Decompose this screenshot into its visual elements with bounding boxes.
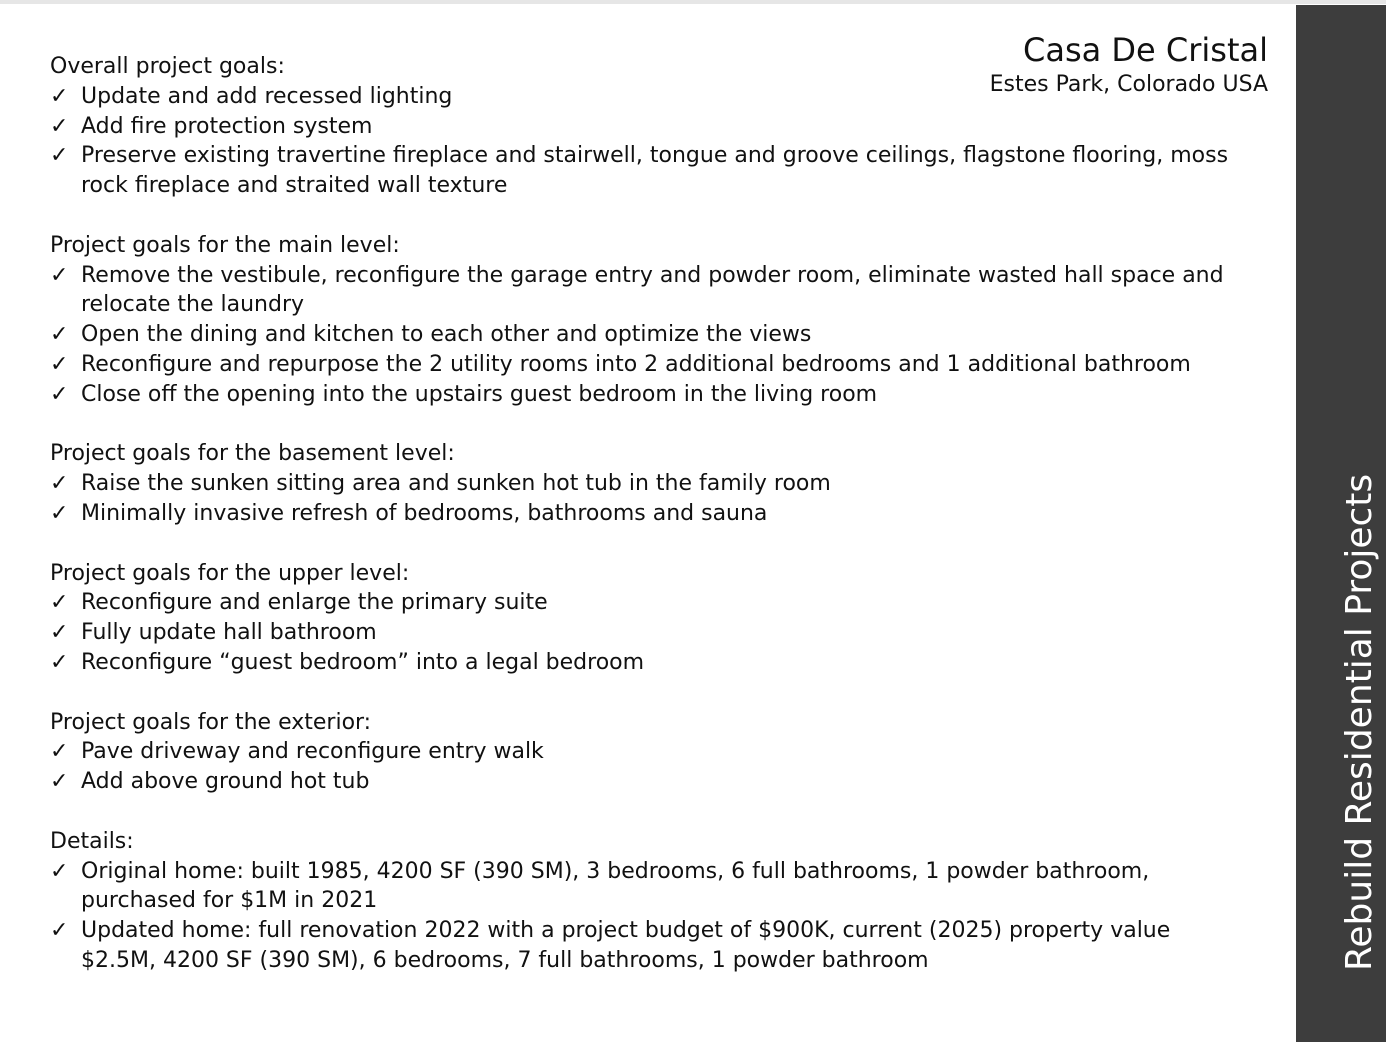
list-item	[50, 380, 1250, 410]
list-item-text: Add above ground hot tub	[81, 769, 370, 795]
list-item-text: Reconfigure “guest bedroom” into a legal bedroom	[81, 649, 645, 675]
list-item	[50, 648, 1250, 678]
section-main-level	[50, 231, 1250, 410]
goal-list	[50, 261, 1250, 410]
checkmark-icon: ✓	[50, 739, 69, 765]
section-title: Project goals for the exterior:	[50, 709, 372, 735]
section-overall-goals	[50, 52, 1250, 201]
checkmark-icon: ✓	[50, 620, 69, 646]
section-exterior	[50, 708, 1250, 797]
section-title: Project goals for the main level:	[50, 232, 400, 258]
checkmark-icon: ✓	[50, 918, 69, 944]
goal-list	[50, 737, 1250, 797]
list-item-text: Close off the opening into the upstairs guest bedroom in the living room	[81, 381, 878, 407]
checkmark-icon: ✓	[50, 322, 69, 348]
project-location: Estes Park, Colorado USA	[989, 72, 1268, 97]
checkmark-icon: ✓	[50, 858, 69, 884]
section-title: Details:	[50, 828, 134, 854]
checkmark-icon: ✓	[50, 381, 69, 407]
list-item	[50, 261, 1250, 321]
goal-list	[50, 469, 1250, 529]
list-item	[50, 767, 1250, 797]
checkmark-icon: ✓	[50, 143, 69, 169]
list-item	[50, 112, 1250, 142]
checkmark-icon: ✓	[50, 590, 69, 616]
list-item	[50, 499, 1250, 529]
section-basement-level	[50, 439, 1250, 528]
goal-list	[50, 857, 1250, 976]
list-item-text: Updated home: full renovation 2022 with a project budget of $900K, current (2025) property value $2.5M, 4200 SF (390 SM), 6 bedrooms, 7 full bathrooms, 1 powder bathroom	[81, 918, 1171, 973]
list-item	[50, 618, 1250, 648]
list-item	[50, 588, 1250, 618]
list-item	[50, 82, 1250, 112]
list-item	[50, 737, 1250, 767]
list-item-text: Preserve existing travertine fireplace and stairwell, tongue and groove ceilings, flagstone flooring, moss rock fireplace and straited wall texture	[81, 143, 1229, 199]
checkmark-icon: ✓	[50, 500, 69, 526]
checkmark-icon: ✓	[50, 471, 69, 497]
list-item-text: Add fire protection system	[81, 113, 373, 139]
section-upper-level	[50, 559, 1250, 678]
list-item	[50, 469, 1250, 499]
checkmark-icon: ✓	[50, 262, 69, 288]
checkmark-icon: ✓	[50, 769, 69, 795]
list-item-text: Fully update hall bathroom	[81, 620, 377, 646]
list-item-text: Open the dining and kitchen to each other and optimize the views	[81, 322, 812, 348]
goal-list	[50, 588, 1250, 677]
goal-list	[50, 82, 1250, 201]
list-item-text: Remove the vestibule, reconfigure the garage entry and powder room, eliminate wasted hall space and relocate the laundry	[81, 262, 1224, 318]
top-divider	[0, 0, 1386, 4]
list-item-text: Pave driveway and reconfigure entry walk	[81, 739, 544, 765]
section-title: Project goals for the upper level:	[50, 560, 410, 586]
list-item	[50, 141, 1250, 201]
checkmark-icon: ✓	[50, 351, 69, 377]
checkmark-icon: ✓	[50, 83, 69, 109]
side-banner-text: Rebuild Residential Projects	[1339, 473, 1380, 971]
list-item	[50, 857, 1250, 917]
list-item-text: Raise the sunken sitting area and sunken hot tub in the family room	[81, 471, 831, 497]
list-item	[50, 350, 1250, 380]
list-item-text: Minimally invasive refresh of bedrooms, bathrooms and sauna	[81, 500, 768, 526]
list-item-text: Original home: built 1985, 4200 SF (390 SM), 3 bedrooms, 6 full bathrooms, 1 powder bathroom, purchased for $1M in 2021	[81, 858, 1150, 914]
list-item	[50, 916, 1250, 976]
section-details	[50, 827, 1250, 976]
list-item	[50, 320, 1250, 350]
section-title: Overall project goals:	[50, 54, 285, 79]
list-item-text: Reconfigure and repurpose the 2 utility rooms into 2 additional bedrooms and 1 additional bathroom	[81, 351, 1191, 377]
goals-content	[50, 52, 1250, 1006]
section-title: Project goals for the basement level:	[50, 441, 455, 467]
project-title: Casa De Cristal	[1022, 31, 1268, 69]
list-item-text: Reconfigure and enlarge the primary suite	[81, 590, 548, 616]
list-item-text: Update and add recessed lighting	[81, 83, 453, 109]
checkmark-icon: ✓	[50, 113, 69, 139]
checkmark-icon: ✓	[50, 649, 69, 675]
